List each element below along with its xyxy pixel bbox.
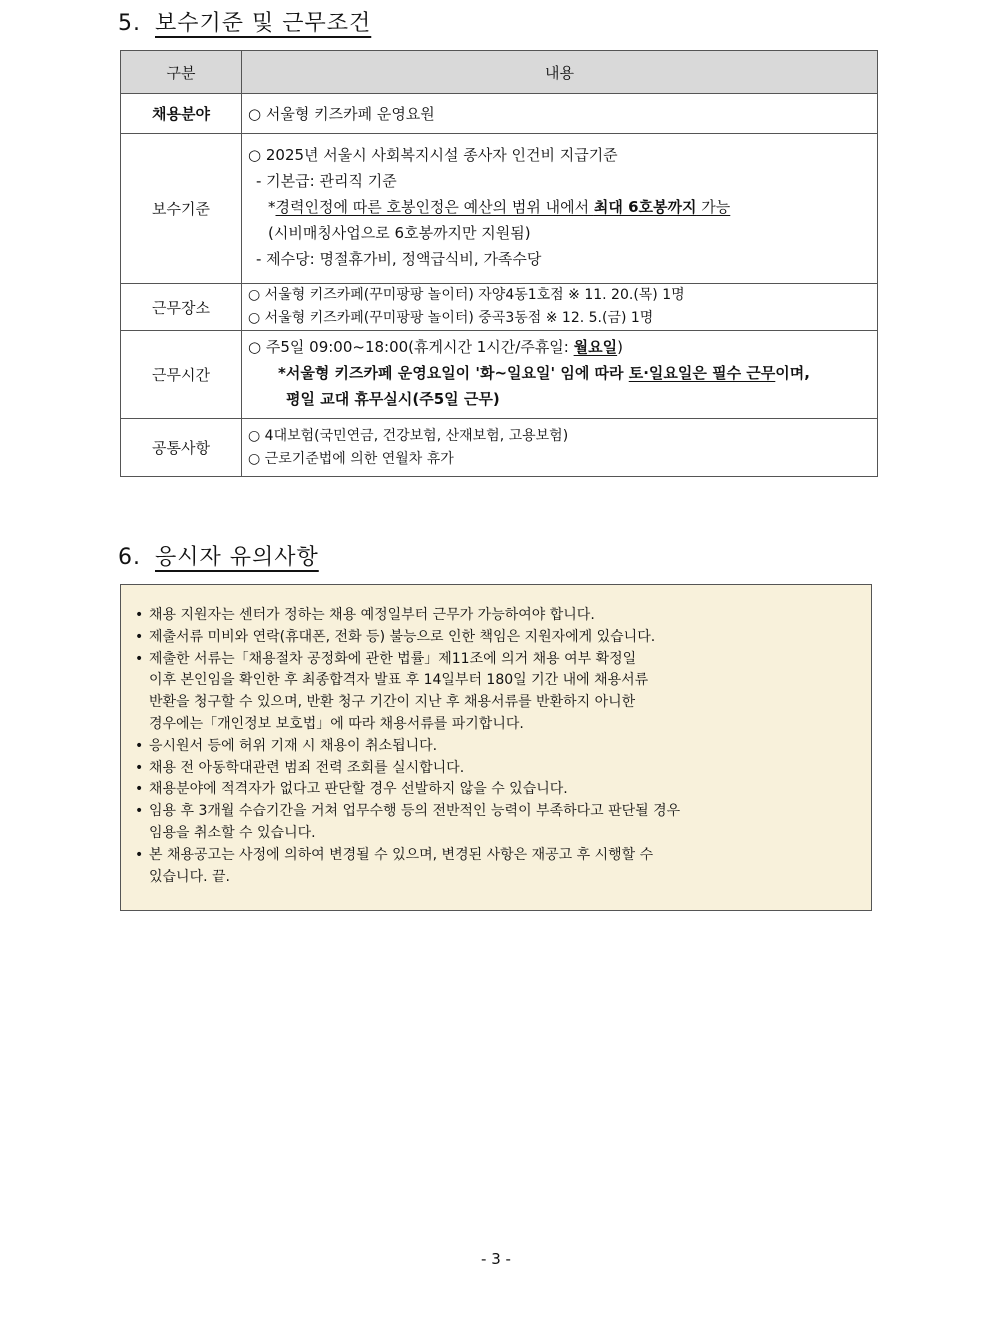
row-place: [121, 284, 878, 331]
pay-possible: 가능: [696, 198, 731, 216]
pay-career-note: [248, 194, 877, 220]
row-common-label: 공통사항: [121, 419, 242, 477]
notice-text: 채용 지원자는 센터가 정하는 채용 예정일부터 근무가 가능하여야 합니다.: [149, 607, 595, 623]
notice-text: 본 채용공고는 사정에 의하여 변경될 수 있으며, 변경된 사항은 재공고 후 시행할 수: [149, 846, 654, 863]
pay-base: - 기본급: 관리직 기준: [256, 172, 397, 190]
row-hours-label: 근무시간: [121, 331, 242, 419]
section-6-heading: [118, 540, 319, 571]
applicant-notice-box: [120, 584, 872, 911]
row-common: [121, 419, 878, 477]
list-item: [135, 845, 871, 867]
bullet-icon: •: [135, 737, 144, 754]
list-item: [135, 627, 871, 649]
list-item-continuation: 경우에는「개인정보 보호법」에 따라 채용서류를 파기합니다.: [149, 715, 524, 732]
row-field: [121, 94, 878, 134]
list-item: [135, 801, 871, 823]
table-header-row: [121, 51, 878, 94]
bullet-icon: •: [135, 803, 144, 820]
note-asterisk: *: [268, 198, 276, 216]
page-number: - 3 -: [481, 1250, 511, 1268]
common-leave: ○ 근로기준법에 의한 연월차 휴가: [248, 450, 454, 467]
row-place-label: 근무장소: [121, 284, 242, 331]
bullet-icon: •: [135, 781, 144, 798]
list-item-continuation: 있습니다. 끝.: [149, 868, 230, 885]
section-5-number: 5.: [118, 11, 141, 36]
pay-career-text: 경력인정에 따른 호봉인정은 예산의 범위 내에서: [275, 198, 594, 216]
section-6-title: 응시자 유의사항: [155, 545, 319, 570]
notice-text: 제출서류 미비와 연락(휴대폰, 전화 등) 불능으로 인한 책임은 지원자에게 있습니다.: [149, 628, 656, 645]
bullet-icon: •: [135, 650, 144, 667]
list-item: [135, 779, 871, 801]
notice-text: 제출한 서류는「채용절차 공정화에 관한 법률」제11조에 의거 채용 여부 확정일: [149, 650, 637, 667]
hours-weekend-required: 토·일요일은 필수 근무: [628, 364, 776, 382]
hours-schedule: ○ 주5일 09:00~18:00(휴게시간 1시간/주휴일:: [248, 338, 574, 356]
section-5-title: 보수기준 및 근무조건: [155, 11, 372, 36]
section-5-heading: [118, 6, 371, 37]
pay-funding-note: (시비매칭사업으로 6호봉까지만 지원됨): [268, 224, 531, 242]
list-item-continuation: 임용을 취소할 수 있습니다.: [149, 824, 316, 841]
hours-line-1: [248, 334, 877, 360]
notice-text: 채용분야에 적격자가 없다고 판단할 경우 선발하지 않을 수 있습니다.: [149, 781, 568, 798]
hours-operating-days: *서울형 키즈카페 운영요일이 '화~일요일' 임에 따라: [278, 364, 629, 382]
list-item: [135, 736, 871, 758]
hours-day-off: 월요일: [573, 338, 618, 356]
list-item: [135, 649, 871, 671]
section-6-number: 6.: [118, 545, 141, 570]
hours-suffix: 이며,: [775, 364, 810, 382]
row-field-label: 채용분야: [121, 94, 242, 134]
notice-list: [121, 585, 871, 888]
row-field-text: ○ 서울형 키즈카페 운영요원: [248, 104, 435, 123]
hours-line-2: [248, 360, 877, 386]
row-pay-label: 보수기준: [121, 134, 242, 284]
pay-max-step: 최대 6호봉까지: [593, 198, 697, 216]
bullet-icon: •: [135, 846, 144, 863]
list-item: [135, 605, 871, 627]
header-category: 구분: [121, 51, 242, 94]
row-hours: [121, 331, 878, 419]
pay-allowances: - 제수당: 명절휴가비, 정액급식비, 가족수당: [256, 250, 542, 268]
pay-conditions-table: [120, 50, 878, 477]
notice-text: 응시원서 등에 허위 기재 시 채용이 취소됩니다.: [149, 737, 438, 754]
notice-text: 채용 전 아동학대관련 범죄 전력 조회를 실시합니다.: [149, 759, 465, 776]
pay-standard: ○ 2025년 서울시 사회복지시설 종사자 인건비 지급기준: [248, 146, 618, 164]
list-item: [135, 758, 871, 780]
row-pay: [121, 134, 878, 284]
bullet-icon: •: [135, 607, 144, 623]
list-item-continuation: 반환을 청구할 수 있으며, 반환 청구 기간이 지난 후 채용서류를 반환하지 아니한: [149, 694, 636, 711]
row-pay-content: [242, 134, 878, 284]
row-place-content: [242, 284, 878, 331]
hours-line-3: 평일 교대 휴무실시(주5일 근무): [286, 390, 500, 408]
notice-text: 임용 후 3개월 수습기간을 거쳐 업무수행 등의 전반적인 능력이 부족하다고 판단될 경우: [149, 803, 681, 820]
row-common-content: [242, 419, 878, 477]
common-insurance: ○ 4대보험(국민연금, 건강보험, 산재보험, 고용보험): [248, 427, 569, 444]
list-item-continuation: 이후 본인임을 확인한 후 최종합격자 발표 후 14일부터 180일 기간 내에 채용서류: [149, 672, 649, 689]
hours-close-paren: ): [617, 338, 623, 356]
header-content: 내용: [242, 51, 878, 94]
place-line-1: ○ 서울형 키즈카페(꾸미팡팡 놀이터) 자양4동1호점 ※ 11. 20.(목) 1명: [248, 287, 685, 303]
row-field-content: [242, 94, 878, 134]
row-hours-content: [242, 331, 878, 419]
place-line-2: ○ 서울형 키즈카페(꾸미팡팡 놀이터) 중곡3동점 ※ 12. 5.(금) 1명: [248, 310, 654, 326]
bullet-icon: •: [135, 759, 144, 776]
bullet-icon: •: [135, 628, 144, 645]
